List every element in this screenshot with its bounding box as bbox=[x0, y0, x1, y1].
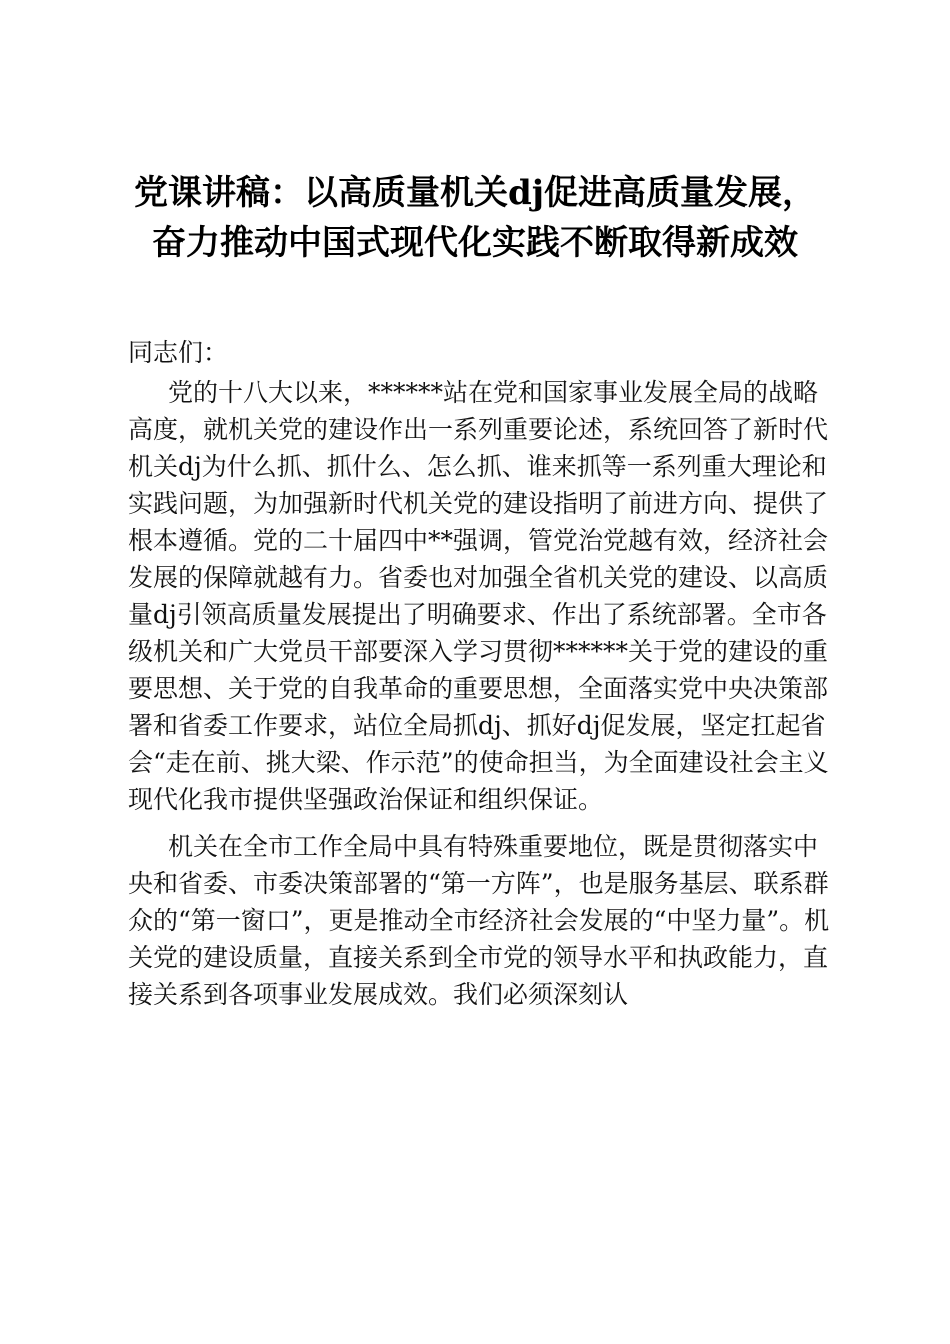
salutation: 同志们： bbox=[128, 338, 229, 367]
document-title: 党课讲稿：以高质量机关dj促进高质量发展，奋力推动中国式现代化实践不断取得新成效 bbox=[133, 173, 817, 263]
document-body bbox=[128, 334, 832, 1013]
paragraph-2: 机关在全市工作全局中具有特殊重要地位，既是贯彻落实中央和省委、市委决策部署的“第一方阵”，也是服务基层、联系群众的“第一窗口”，更是推动全市经济社会发展的“中坚力量”。机关党的建设质量，直接关系到全市党的领导水平和执政能力，直接关系到各项事业发展成效。我们必须深刻认 bbox=[128, 832, 830, 1009]
paragraph-1: 党的十八大以来，******站在党和国家事业发展全局的战略高度，就机关党的建设作出一系列重要论述，系统回答了新时代机关dj为什么抓、抓什么、怎么抓、谁来抓等一系列重大理论和实践问题，为加强新时代机关党的建设指明了前进方向、提供了根本遵循。党的二十届四中**强调，管党治党越有效，经济社会发展的保障就越有力。省委也对加强全省机关党的建设、以高质量dj引领高质量发展提出了明确要求、作出了系统部署。全市各级机关和广大党员干部要深入学习贯彻******关于党的建设的重要思想、关于党的自我革命的重要思想，全面落实党中央决策部署和省委工作要求，站位全局抓dj、抓好dj促发展，坚定扛起省会“走在前、挑大梁、作示范”的使命担当，为全面建设社会主义现代化我市提供坚强政治保证和组织保证。 bbox=[128, 378, 829, 814]
